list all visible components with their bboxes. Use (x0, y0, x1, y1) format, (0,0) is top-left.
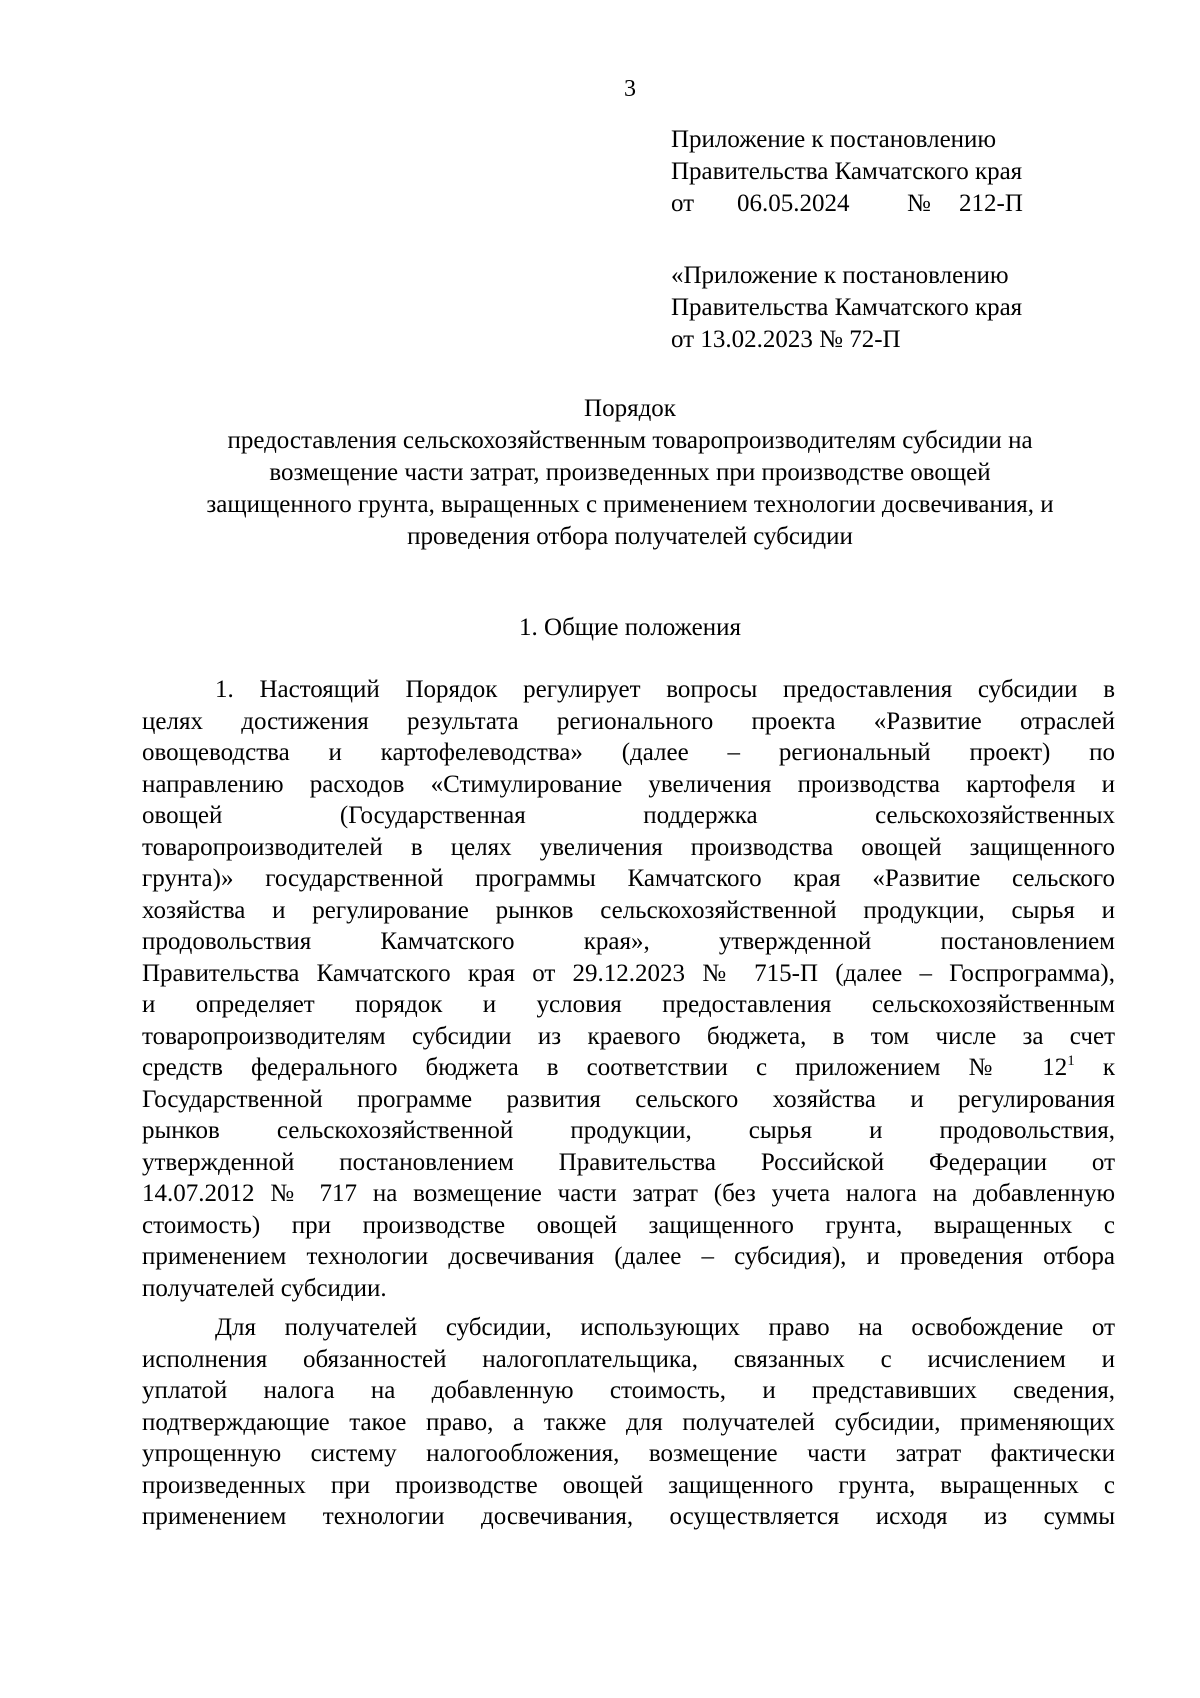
approval-previous-line2: Правительства Камчатского края (671, 294, 1023, 321)
p1-line: Государственной программе развития сельского хозяйства и регулирования (142, 1085, 1115, 1113)
approval-date: 06.05.2024 (737, 190, 850, 217)
title-heading: Порядок (584, 395, 676, 422)
section-heading: 1. Общие положения (519, 614, 741, 641)
approval-from-label: от (671, 190, 695, 217)
p2-line: применением технологии досвечивания, осуществляется исходя из суммы (142, 1503, 1115, 1530)
approval-number: 212-П (959, 190, 1023, 217)
p1-line: продовольствия Камчатского края», утвержденной постановлением (142, 928, 1115, 955)
p1-line: Правительства Камчатского края от 29.12.2023 № 715-П (далее – Госпрограмма), (142, 959, 1115, 987)
title-line1: предоставления сельскохозяйственным товаропроизводителям субсидии на (227, 427, 1033, 454)
paragraph-1 (142, 674, 1115, 1304)
p1-line: товаропроизводителям субсидии из краевого бюджета, в том числе за счет (142, 1022, 1115, 1050)
approval-previous-line1: «Приложение к постановлению (671, 262, 1009, 289)
paragraph-2 (142, 1312, 1115, 1533)
p1-line: направлению расходов «Стимулирование увеличения производства картофеля и (142, 770, 1115, 798)
p2-line: уплатой налога на добавленную стоимость, и представивших сведения, (142, 1377, 1115, 1404)
p1-line13-text: средств федерального бюджета в соответствии с приложением № 12 (142, 1054, 1068, 1081)
p1-line: товаропроизводителей в целях увеличения производства овощей защищенного (142, 833, 1115, 861)
p1-line: рынков сельскохозяйственной продукции, сырья и продовольствия, (142, 1117, 1115, 1144)
p1-line: овощей (Государственная поддержка сельскохозяйственных (142, 802, 1115, 829)
p1-line: получателей субсидии. (142, 1274, 387, 1302)
p1-line: хозяйства и регулирование рынков сельскохозяйственной продукции, сырья и (142, 896, 1115, 924)
document-title (130, 393, 1130, 553)
p1-line: стоимость) при производстве овощей защищенного грунта, выращенных с (142, 1211, 1115, 1239)
p2-line: произведенных при производстве овощей защищенного грунта, выращенных с (142, 1471, 1115, 1499)
p1-line: 14.07.2012 № 717 на возмещение части затрат (без учета налога на добавленную (142, 1180, 1115, 1207)
p1-line: овощеводства и картофелеводства» (далее – региональный проект) по (142, 739, 1115, 766)
p1-line: целях достижения результата регионального проекта «Развитие отраслей (142, 707, 1115, 735)
p1-line: 1. Настоящий Порядок регулирует вопросы предоставления субсидии в (215, 676, 1115, 703)
p1-line: применением технологии досвечивания (далее – субсидия), и проведения отбора (142, 1243, 1115, 1270)
superscript: 1 (1067, 1053, 1075, 1069)
approval-number-sign: № (907, 190, 931, 217)
approval-previous (671, 260, 1022, 356)
p1-line-with-superscript (142, 1052, 1115, 1084)
title-line2: возмещение части затрат, произведенных при производстве овощей (269, 459, 991, 486)
approval-current-date-line (671, 188, 1023, 220)
p2-line: Для получателей субсидии, использующих право на освобождение от (215, 1314, 1115, 1341)
body-text (142, 674, 1115, 1541)
p2-line: исполнения обязанностей налогоплательщика, связанных с исчислением и (142, 1345, 1115, 1373)
page-number: 3 (624, 76, 636, 102)
title-line3: защищенного грунта, выращенных с применением технологии досвечивания, и (206, 491, 1054, 518)
p1-line: утвержденной постановлением Правительства Российской Федерации от (142, 1148, 1115, 1176)
p1-line: и определяет порядок и условия предоставления сельскохозяйственным (142, 991, 1115, 1018)
approval-previous-line3: от 13.02.2023 № 72-П (671, 326, 901, 353)
p1-line: грунта)» государственной программы Камчатского края «Развитие сельского (142, 865, 1115, 892)
p2-line: упрощенную систему налогообложения, возмещение части затрат фактически (142, 1440, 1115, 1467)
approval-current (671, 124, 1023, 220)
p2-line: подтверждающие такое право, а также для получателей субсидии, применяющих (142, 1408, 1115, 1436)
approval-current-line1: Приложение к постановлению (671, 126, 997, 153)
approval-current-line2: Правительства Камчатского края (671, 158, 1023, 185)
p1-line13-tail: к (1074, 1054, 1115, 1081)
title-line4: проведения отбора получателей субсидии (407, 523, 853, 550)
